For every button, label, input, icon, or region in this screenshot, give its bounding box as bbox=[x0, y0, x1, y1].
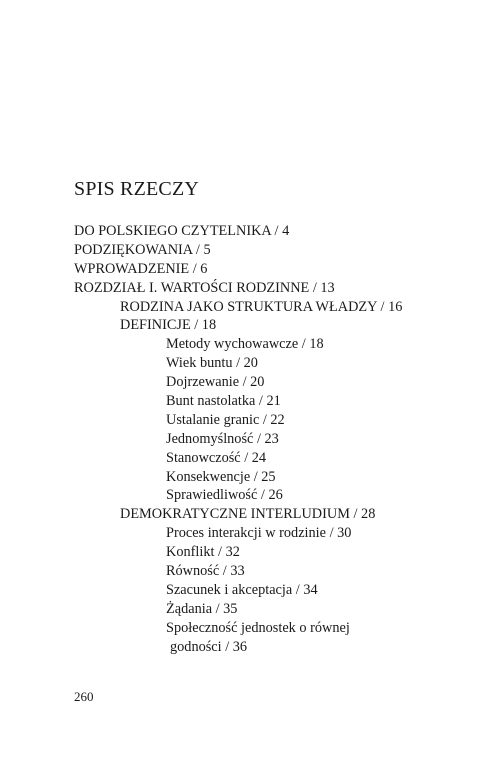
toc-entry: Szacunek i akceptacja / 34 bbox=[166, 581, 318, 598]
toc-entry: Równość / 33 bbox=[166, 563, 245, 580]
table-of-contents bbox=[74, 222, 474, 656]
toc-entry: godności / 36 bbox=[170, 638, 248, 655]
toc-entry: PODZIĘKOWANIA / 5 bbox=[74, 241, 211, 258]
toc-entry: Metody wychowawcze / 18 bbox=[166, 336, 324, 353]
toc-entry: Bunt nastolatka / 21 bbox=[166, 393, 281, 410]
toc-entry: WPROWADZENIE / 6 bbox=[74, 260, 208, 277]
toc-entry: RODZINA JAKO STRUKTURA WŁADZY / 16 bbox=[120, 298, 403, 315]
toc-entry: DEMOKRATYCZNE INTERLUDIUM / 28 bbox=[120, 506, 376, 523]
page-title: SPIS RZECZY bbox=[74, 178, 200, 200]
page-number: 260 bbox=[74, 689, 94, 704]
toc-entry: Dojrzewanie / 20 bbox=[166, 374, 265, 391]
toc-entry: Jednomyślność / 23 bbox=[166, 430, 279, 447]
toc-entry: ROZDZIAŁ I. WARTOŚCI RODZINNE / 13 bbox=[74, 279, 335, 296]
toc-entry: DEFINICJE / 18 bbox=[120, 317, 217, 334]
toc-entry: Stanowczość / 24 bbox=[166, 449, 267, 466]
toc-entry: Żądania / 35 bbox=[166, 600, 238, 617]
toc-entry: DO POLSKIEGO CZYTELNIKA / 4 bbox=[74, 223, 290, 239]
toc-entry: Konsekwencje / 25 bbox=[166, 468, 276, 485]
toc-entry: Sprawiedliwość / 26 bbox=[166, 487, 283, 504]
toc-entry: Społeczność jednostek o równej bbox=[166, 619, 350, 636]
toc-entry: Wiek buntu / 20 bbox=[166, 355, 258, 372]
toc-entry: Konflikt / 32 bbox=[166, 544, 240, 561]
toc-entry: Ustalanie granic / 22 bbox=[166, 411, 285, 428]
toc-entry: Proces interakcji w rodzinie / 30 bbox=[166, 525, 352, 542]
